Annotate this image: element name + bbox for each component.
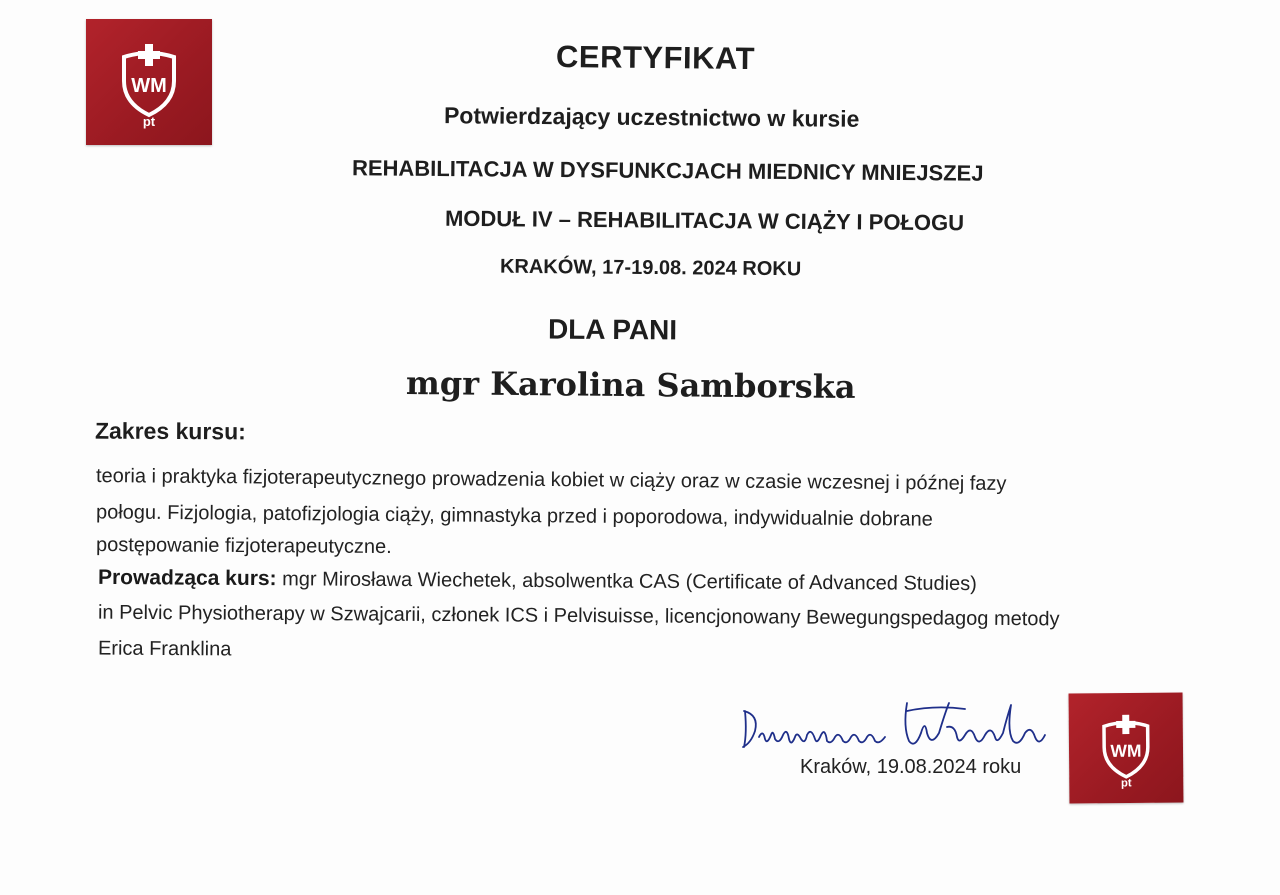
course-name: REHABILITACJA W DYSFUNKCJACH MIEDNICY MNIEJSZEJ (351, 155, 984, 186)
scope-line: połogu. Fizjologia, patofizjologia ciąży, gimnastyka przed i poporodowa, indywidualnie dobrane (95, 501, 933, 531)
instructor-line: in Pelvic Physiotherapy w Szwajcarii, członek ICS i Pelvisuisse, licencjonowany Bewegungspedagog metody (97, 601, 1060, 631)
instructor-label: Prowadząca kurs: (97, 565, 277, 591)
course-module: MODUŁ IV – REHABILITACJA W CIĄŻY I POŁOGU (444, 205, 965, 236)
scope-heading: Zakres kursu: (94, 417, 246, 445)
signature-place-date: Kraków, 19.08.2024 roku (800, 756, 1022, 778)
svg-text:pt: pt (142, 114, 156, 129)
recipient-label: DLA PANI (547, 313, 678, 346)
certificate-subtitle: Potwierdzający uczestnictwo w kursie (443, 102, 860, 132)
instructor-line: Erica Franklina (97, 637, 232, 661)
wm-pt-logo-mark (86, 19, 212, 145)
wm-pt-logo-bottom (1069, 693, 1184, 804)
recipient-name: mgr Karolina Samborska (405, 364, 856, 406)
svg-text:pt: pt (1120, 777, 1132, 790)
scope-line: teoria i praktyka fizjoterapeutycznego prowadzenia kobiet w ciąży oraz w czasie wczesnej i późnej fazy (95, 465, 1007, 495)
course-place-dates: KRAKÓW, 17-19.08. 2024 ROKU (499, 255, 802, 281)
svg-text:WM: WM (131, 75, 167, 97)
instructor-text: mgr Mirosława Wiechetek, absolwentka CAS (Certificate of Advanced Studies) (276, 568, 977, 596)
wm-pt-logo-mark (1069, 693, 1184, 804)
wm-pt-logo (86, 19, 212, 145)
scope-line: postępowanie fizjoterapeutyczne. (95, 533, 392, 559)
instructor-line (98, 566, 977, 596)
svg-text:WM: WM (1110, 740, 1142, 761)
certificate-title: CERTYFIKAT (555, 38, 756, 77)
